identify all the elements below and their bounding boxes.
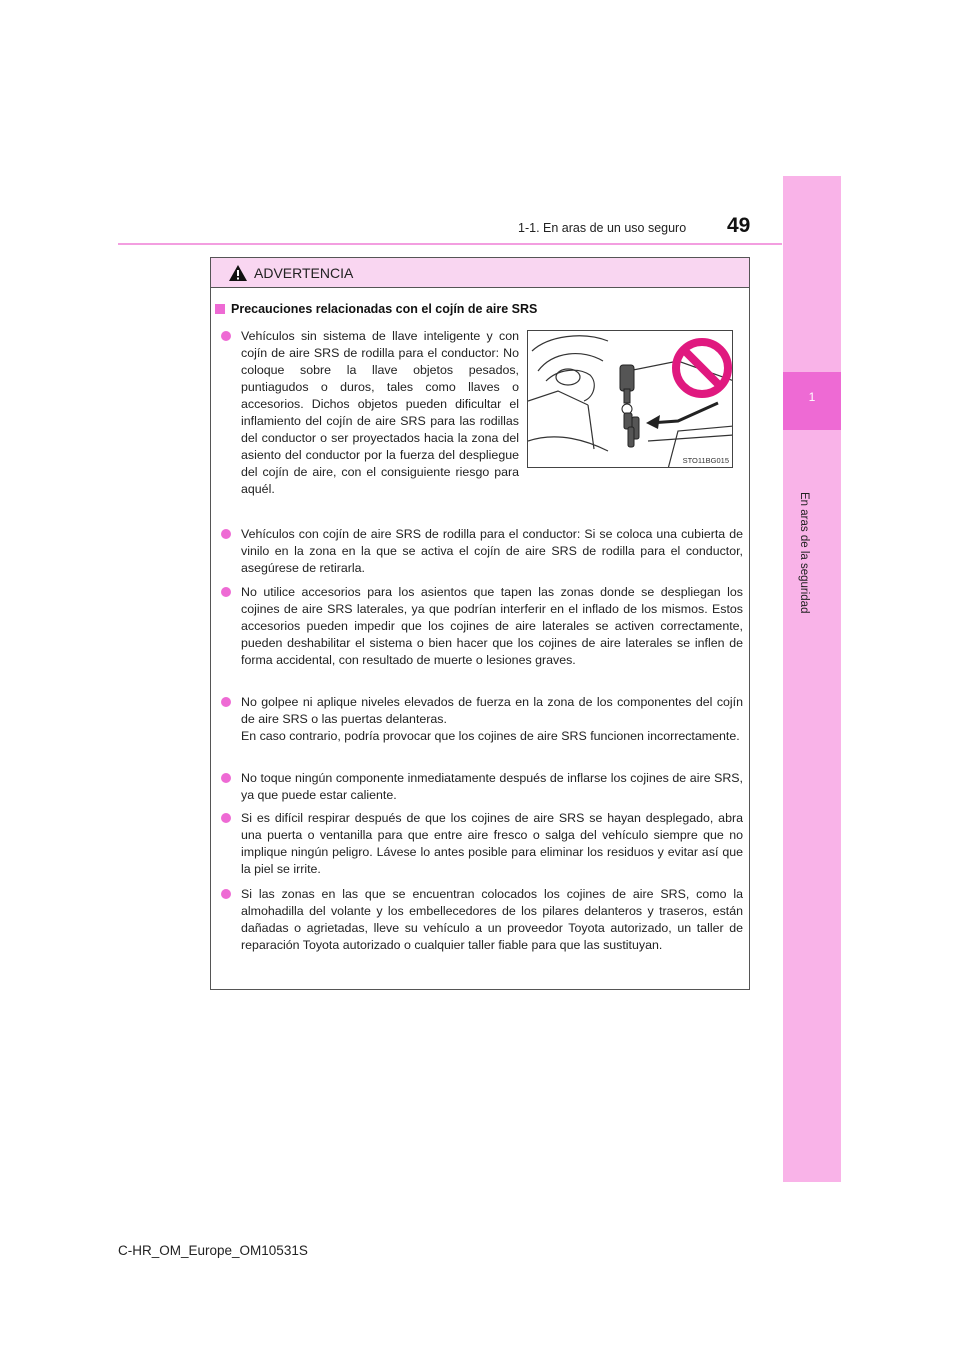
page-number: 49 <box>727 214 751 237</box>
list-item <box>221 886 743 954</box>
list-item-text: Vehículos sin sistema de llave inteligente y con cojín de aire SRS de rodilla para el conductor: No coloque sobre la llave objetos pesados, puntiagudos o duros, tales como llaves o accesorios. Dichos objetos pueden dificultar el inflamiento del cojín de aire SRS para las rodillas del conductor o ser proyectados hacia la zona del asiento del conductor por la fuerza del despliegue del cojín de aire, con el consiguiente riesgo para aquél. <box>241 329 519 496</box>
bullet-icon <box>221 529 231 539</box>
warning-header <box>211 258 749 288</box>
footer-doc-id: C-HR_OM_Europe_OM10531S <box>118 1243 308 1258</box>
list-item-text: No toque ningún componente inmediatamente después de inflarse los cojines de aire SRS, ya que puede estar caliente. <box>241 771 743 802</box>
square-bullet-icon <box>215 304 225 314</box>
chapter-number: 1 <box>808 390 816 404</box>
key-illustration <box>527 330 733 468</box>
chapter-title: En aras de la seguridad <box>798 492 810 614</box>
list-item-text-continued: En caso contrario, podría provocar que los cojines de aire SRS funcionen incorrectamente. <box>241 729 740 743</box>
list-item-text: Vehículos con cojín de aire SRS de rodilla para el conductor: Si se coloca una cubierta de vinilo en la zona en la que se activa el cojín de aire SRS de rodilla para el conductor, asegúrese de retirarla. <box>241 527 743 575</box>
list-item-text: Si es difícil respirar después de que los cojines de aire SRS se hayan desplegado, abra una puerta o ventanilla para que entre aire fresco o salga del vehículo siempre que no implique ningún peligro. Lávese lo antes posible para eliminar los residuos y evitar así que la piel se irrite. <box>241 811 743 876</box>
list-item <box>221 328 519 498</box>
list-item <box>221 526 743 577</box>
list-item-text: No golpee ni aplique niveles elevados de fuerza en la zona de los componentes del cojín de aire SRS o las puertas delanteras. <box>241 695 743 726</box>
figure-code: STO11BG015 <box>682 456 729 465</box>
bullet-icon <box>221 331 231 341</box>
warning-triangle-icon <box>228 264 248 282</box>
list-item-text: No utilice accesorios para los asientos que tapen las zonas donde se despliegan los cojines de aire SRS laterales, ya que podrían interferir en el inflado de los mismos. Estos accesorios pueden impedir que los cojines de aire laterales se activen correctamente, pueden deshabilitar el sistema o bien hacer que los cojines de aire laterales se inflen de forma accidental, con resultado de muerte o lesiones graves. <box>241 585 743 667</box>
warning-box <box>210 257 750 990</box>
warning-title: ADVERTENCIA <box>254 264 354 281</box>
list-item <box>221 810 743 878</box>
bullet-icon <box>221 813 231 823</box>
section-title: 1-1. En aras de un uso seguro <box>518 221 687 235</box>
list-item <box>221 584 743 669</box>
ignition-key-drawing <box>528 331 733 468</box>
bullet-icon <box>221 889 231 899</box>
bullet-icon <box>221 773 231 783</box>
header-rule <box>118 243 782 245</box>
prohibited-icon <box>676 342 728 394</box>
bullet-icon <box>221 587 231 597</box>
list-item <box>221 770 743 804</box>
list-item <box>221 694 743 745</box>
warning-section-title-text: Precauciones relacionadas con el cojín de aire SRS <box>231 302 538 316</box>
warning-section-title <box>215 302 537 316</box>
list-item-text: Si las zonas en las que se encuentran colocados los cojines de aire SRS, como la almohadilla del volante y los embellecedores de los pilares delanteros y traseros, están dañadas o agrietadas, lleve su vehículo a un proveedor Toyota autorizado, un taller de reparación Toyota autorizado o cualquier taller fiable para que las sustituyan. <box>241 887 743 952</box>
bullet-icon <box>221 697 231 707</box>
chapter-tab <box>783 176 841 1182</box>
